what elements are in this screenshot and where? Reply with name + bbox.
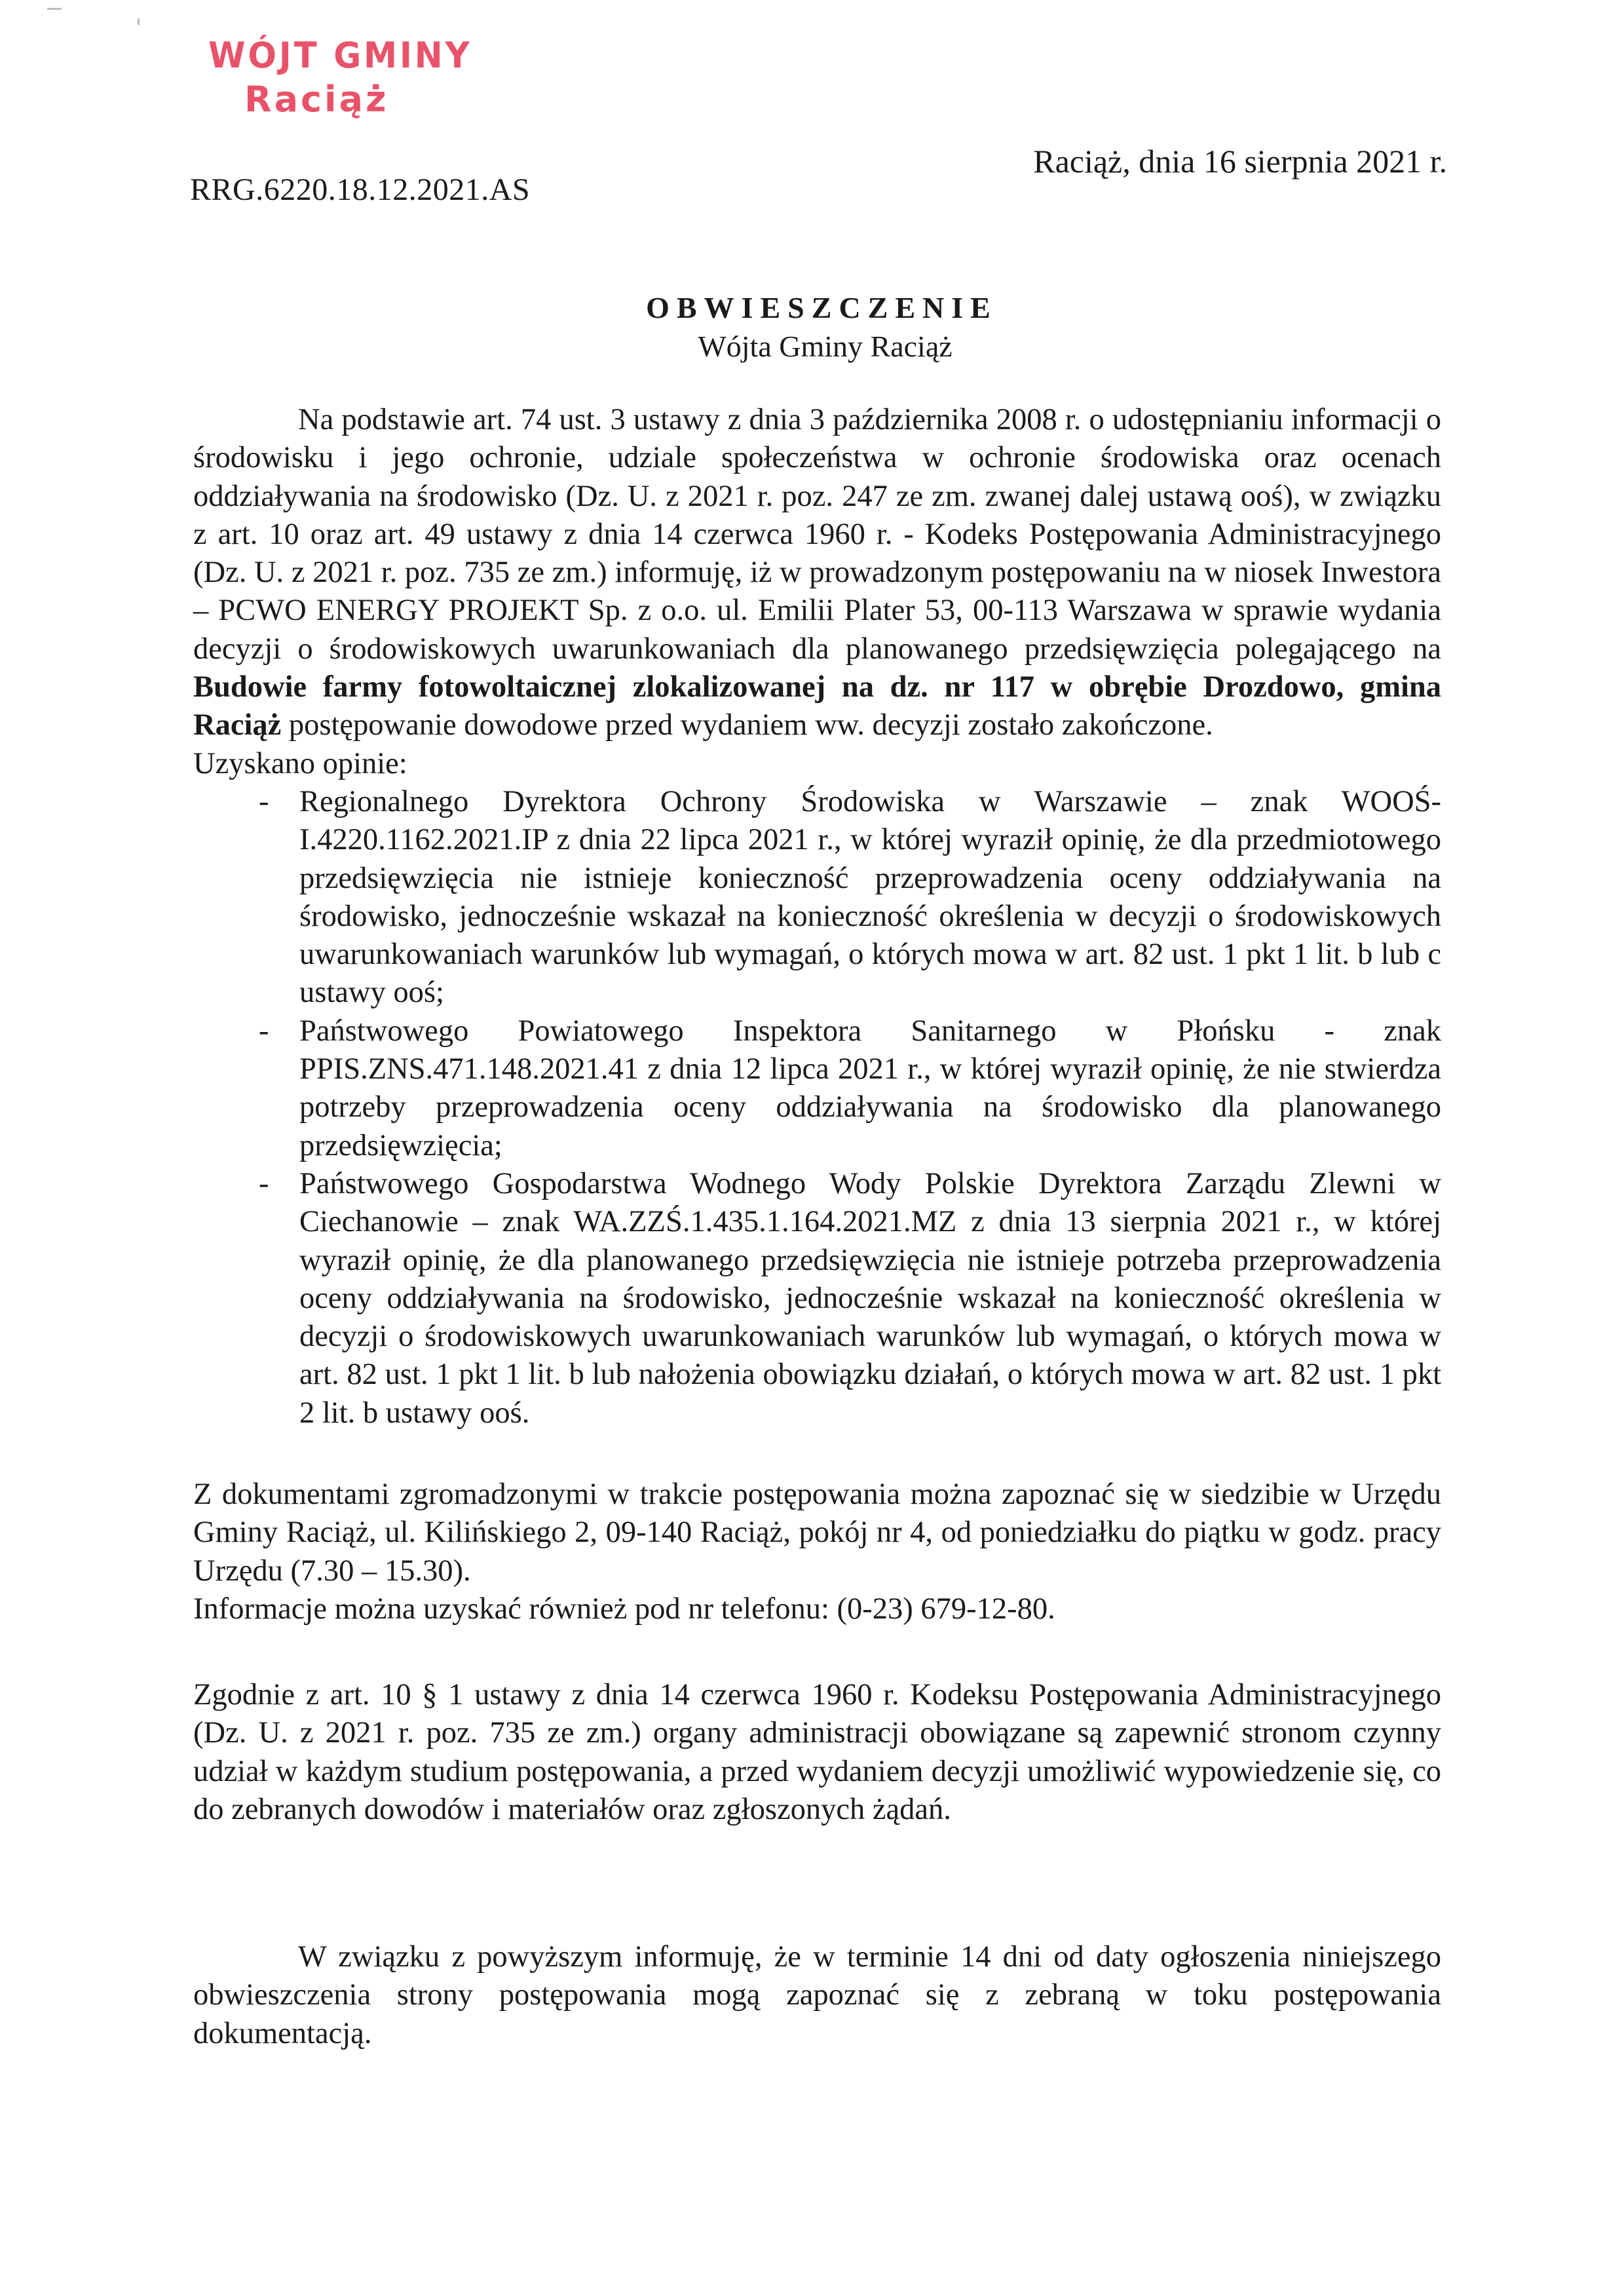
title-block [0, 288, 1624, 366]
closing-section [193, 1938, 1441, 2053]
reference-number: RRG.6220.18.12.2021.AS [190, 172, 531, 207]
opinion-item [193, 783, 1441, 1012]
place-and-date: Raciąż, dnia 16 sierpnia 2021 r. [1033, 143, 1447, 180]
bullet-dash: - [259, 1014, 269, 1048]
documents-info-section [193, 1476, 1441, 1628]
stamp-line-1: WÓJT GMINY [208, 35, 472, 76]
document-subtitle: Wójta Gminy Raciąż [698, 330, 953, 363]
scan-artifact [47, 8, 62, 10]
scan-artifact [138, 18, 140, 25]
office-stamp [208, 33, 486, 121]
legal-basis-paragraph: Zgodnie z art. 10 § 1 ustawy z dnia 14 czerwca 1960 r. Kodeksu Postępowania Administracyjnego (Dz. U. z 2021 r. poz. 735 ze zm.) organy administracji obowiązane są zapewnić stronom czynny udział w każdym studium postępowania, a przed wydaniem decyzji umożliwić wypowiedzenie się, co do zebranych dowodów i materiałów oraz zgłoszonych żądań. [193, 1678, 1441, 1826]
intro-text: Na podstawie art. 74 ust. 3 ustawy z dnia 3 października 2008 r. o udostępnianiu informacji o środowisku i jego ochronie, udziale społeczeństwa w ochronie środowiska oraz ocenach oddziaływania na środowisko (Dz. U. z 2021 r. poz. 247 ze zm. zwanej dalej ustawą ooś), w związku z art. 10 oraz art. 49 ustawy z dnia 14 czerwca 1960 r. - Kodeks Postępowania Administracyjnego (Dz. U. z 2021 r. poz. 735 ze zm.) informuję, iż w prowadzonym postępowaniu na w niosek Inwestora – PCWO ENERGY PROJEKT Sp. z o.o. ul. Emilii Plater 53, 00-113 Warszawa w sprawie wydania decyzji o środowiskowych uwarunkowaniach dla planowanego przedsięwzięcia polegającego na [193, 403, 1441, 666]
project-name: Budowie farmy fotowoltaicznej zlokalizowanej na dz. nr 117 w obrębie Drozdowo, gmina Raciąż [193, 670, 1441, 742]
intro-paragraph [193, 401, 1441, 745]
opinion-text: Państwowego Gospodarstwa Wodnego Wody Polskie Dyrektora Zarządu Zlewni w Ciechanowie – znak WA.ZZŚ.1.435.1.164.2021.MZ z dnia 13 sierpnia 2021 r., w której wyraził opinię, że dla planowanego przedsięwzięcia nie istnieje potrzeba przeprowadzenia oceny oddziaływania na środowisko, jednocześnie wskazał na konieczność określenia w decyzji o środowiskowych uwarunkowaniach warunków lub wymagań, o których mowa w art. 82 ust. 1 pkt 1 lit. b lub nałożenia obowiązku działań, o których mowa w art. 82 ust. 1 pkt 2 lit. b ustawy ooś. [299, 1166, 1441, 1430]
bullet-dash: - [259, 784, 269, 818]
main-section [193, 401, 1441, 1432]
opinion-item [193, 1012, 1441, 1165]
bullet-dash: - [259, 1166, 269, 1200]
opinion-text: Państwowego Powiatowego Inspektora Sanitarnego w Płońsku - znak PPIS.ZNS.471.148.2021.41 z dnia 12 lipca 2021 r., w której wyraził opinię, że nie stwierdza potrzeby przeprowadzenia oceny oddziaływania na środowisko dla planowanego przedsięwzięcia; [299, 1014, 1441, 1162]
closing-paragraph: W związku z powyższym informuję, że w terminie 14 dni od daty ogłoszenia niniejszego obwieszczenia strony postępowania mogą zapoznać się z zebraną w toku postępowania dokumentacją. [193, 1940, 1441, 2050]
documents-info-paragraph: Z dokumentami zgromadzonymi w trakcie postępowania można zapoznać się w siedzibie w Urzędu Gminy Raciąż, ul. Kilińskiego 2, 09-140 Raciąż, pokój nr 4, od poniedziałku do piątku w godz. pracy Urzędu (7.30 – 15.30). [193, 1478, 1441, 1588]
intro-text-end: postępowanie dowodowe przed wydaniem ww. decyzji zostało zakończone. [281, 708, 1213, 742]
opinions-list [193, 783, 1441, 1432]
opinions-heading: Uzyskano opinie: [193, 746, 407, 780]
legal-basis-section [193, 1676, 1441, 1829]
opinion-text: Regionalnego Dyrektora Ochrony Środowiska w Warszawie – znak WOOŚ-I.4220.1162.2021.IP z dnia 22 lipca 2021 r., w której wyraził opinię, że dla przedmiotowego przedsięwzięcia nie istnieje konieczność przeprowadzenia oceny oddziaływania na środowisko, jednocześnie wskazał na konieczność określenia w decyzji o środowiskowych uwarunkowaniach warunków lub wymagań, o których mowa w art. 82 ust. 1 pkt 1 lit. b lub c ustawy ooś; [299, 784, 1441, 1010]
document-title: OBWIESZCZENIE [646, 291, 998, 324]
phone-info-paragraph: Informacje można uzyskać również pod nr telefonu: (0-23) 679-12-80. [193, 1592, 1055, 1626]
stamp-line-2: Raciąż [244, 79, 389, 120]
opinion-item [193, 1165, 1441, 1432]
